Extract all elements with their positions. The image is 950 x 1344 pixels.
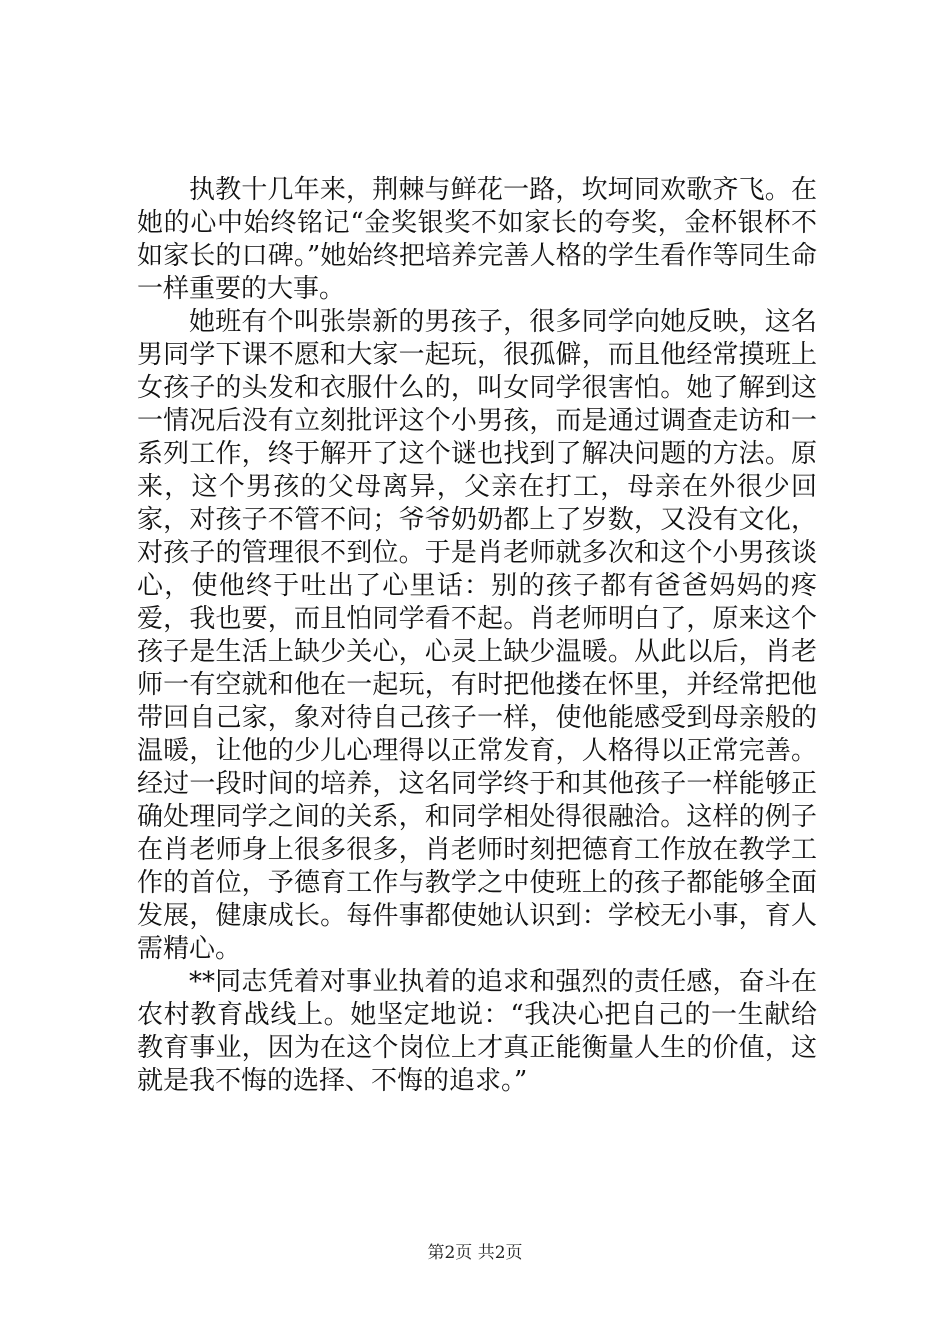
- paragraph-2: 她班有个叫张崇新的男孩子，很多同学向她反映，这名男同学下课不愿和大家一起玩，很孤僻，而且他经常摸班上女孩子的头发和衣服什么的，叫女同学很害怕。她了解到这一情况后没有立刻批评这个小男孩，而是通过调查走访和一系列工作，终于解开了这个谜也找到了解决问题的方法。原来，这个男孩的父母离异，父亲在打工，母亲在外很少回家，对孩子不管不问；爷爷奶奶都上了岁数，又没有文化，对孩子的管理很不到位。于是肖老师就多次和这个小男孩谈心，使他终于吐出了心里话：别的孩子都有爸爸妈妈的疼爱，我也要，而且怕同学看不起。肖老师明白了，原来这个孩子是生活上缺少关心，心灵上缺少温暖。从此以后，肖老师一有空就和他在一起玩，有时把他搂在怀里，并经常把他带回自己家，象对待自己孩子一样，使他能感受到母亲般的温暖，让他的少儿心理得以正常发育，人格得以正常完善。经过一段时间的培养，这名同学终于和其他孩子一样能够正确处理同学之间的关系，和同学相处得很融洽。这样的例子在肖老师身上很多很多，肖老师时刻把德育工作放在教学工作的首位，予德育工作与教学之中使班上的孩子都能够全面发展，健康成长。每件事都使她认识到：学校无小事，育人需精心。: [137, 307, 817, 964]
- paragraph-1: 执教十几年来，荆棘与鲜花一路，坎坷同欢歌齐飞。在她的心中始终铭记“金奖银奖不如家长的夸奖，金杯银杯不如家长的口碑。”她始终把培养完善人格的学生看作等同生命一样重要的大事。: [137, 175, 817, 304]
- page-footer: 第2页 共2页: [427, 1243, 523, 1263]
- paragraph-3: **同志凭着对事业执着的追求和强烈的责任感，奋斗在农村教育战线上。她坚定地说：“我决心把自己的一生献给教育事业，因为在这个岗位上才真正能衡量人生的价值，这就是我不悔的选择、不悔的追求。”: [137, 967, 817, 1096]
- document-body: [137, 174, 817, 1098]
